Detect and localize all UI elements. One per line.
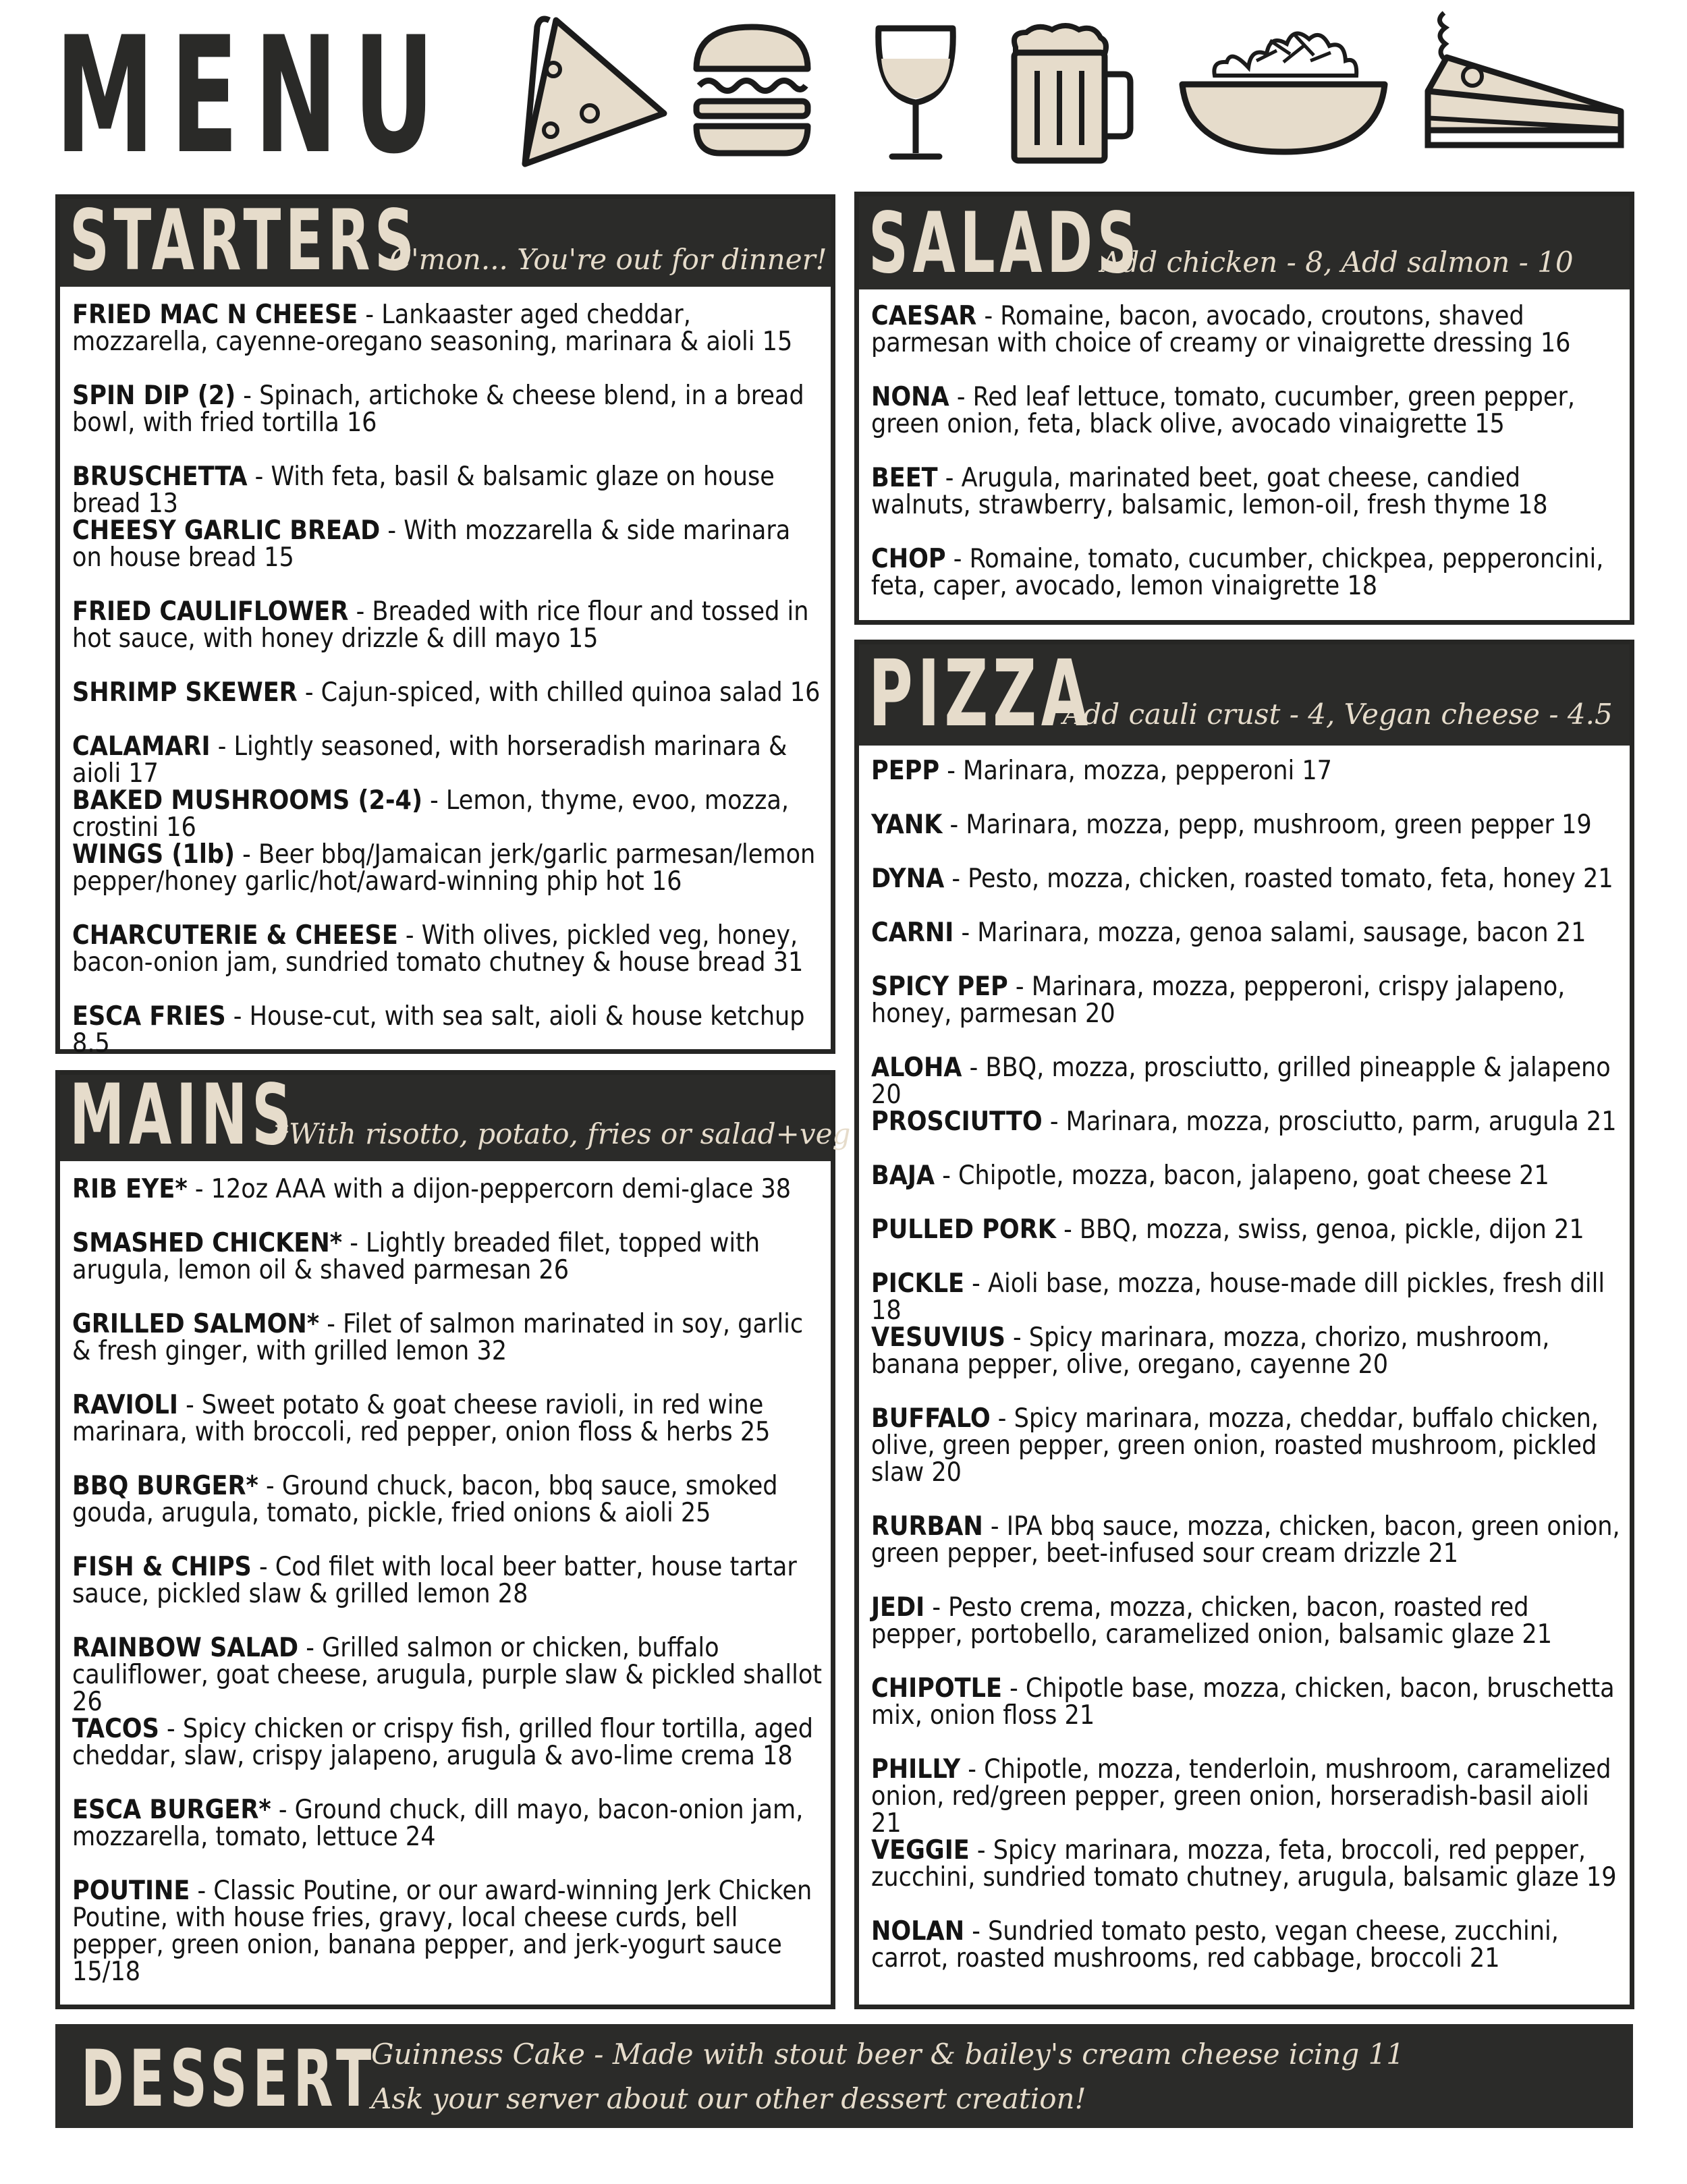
dessert-banner — [55, 2024, 1633, 2128]
item-name: CHIPOTLE — [871, 1673, 1002, 1704]
starters-item — [72, 841, 824, 895]
item-description: - Chipotle base, mozza, chicken, bacon, bruschetta mix, onion floss 21 — [871, 1673, 1615, 1731]
pizza-item — [871, 1160, 1623, 1191]
beer-mug-icon — [1003, 20, 1135, 165]
burger-icon — [690, 22, 814, 157]
item-description: - Pesto, mozza, chicken, roasted tomato, feta, honey 21 — [944, 864, 1613, 894]
mains-item — [72, 1716, 824, 1770]
section-title-pizza: PIZZA — [868, 641, 1093, 748]
item-description: - Ground chuck, bacon, bbq sauce, smoked gouda, arugula, tomato, pickle, fried onions & aioli 25 — [72, 1471, 778, 1528]
section-tagline-salads: Add chicken - 8, Add salmon - 10 — [1101, 246, 1574, 279]
section-title-dessert: DESSERT — [81, 2034, 377, 2125]
starters-item — [72, 733, 824, 787]
item-name: CAESAR — [871, 301, 977, 331]
starters-item — [72, 679, 824, 706]
item-name: PROSCIUTTO — [871, 1107, 1043, 1137]
salads-section — [854, 192, 1634, 625]
item-name: ESCA FRIES — [72, 1001, 226, 1032]
section-tagline-pizza: Add cauli crust - 4, Vegan cheese - 4.5 — [1063, 698, 1613, 731]
item-name: CHOP — [871, 544, 946, 574]
salads-item — [871, 384, 1623, 438]
item-name: YANK — [871, 810, 943, 840]
item-description: - With olives, pickled veg, honey, bacon-onion jam, sundried tomato chutney & house bread 31 — [72, 920, 804, 978]
starters-item — [72, 787, 824, 841]
mains-item — [72, 1554, 824, 1608]
item-description: - Cod filet with local beer batter, house tartar sauce, pickled slaw & grilled lemon 28 — [72, 1552, 797, 1609]
item-name: NOLAN — [871, 1916, 965, 1947]
item-description: - Lightly seasoned, with horseradish marinara & aioli 17 — [72, 731, 787, 789]
mains-section — [55, 1067, 851, 2009]
item-name: GRILLED SALMON* — [72, 1309, 320, 1339]
pizza-item — [871, 866, 1623, 893]
starters-item — [72, 598, 824, 652]
item-description: - Pesto crema, mozza, chicken, bacon, roasted red pepper, portobello, caramelized onion, balsamic glaze 21 — [871, 1592, 1553, 1650]
item-name: DYNA — [871, 864, 945, 894]
pizza-item — [871, 758, 1623, 785]
mains-item — [72, 1311, 824, 1365]
item-name: CHEESY GARLIC BREAD — [72, 515, 381, 546]
item-description: - 12oz AAA with a dijon-peppercorn demi-glace 38 — [187, 1174, 792, 1204]
item-description: - Spicy chicken or crispy fish, grilled flour tortilla, aged cheddar, slaw, crispy jalapeno, arugula & avo-lime crema 18 — [72, 1714, 814, 1771]
item-name: FRIED CAULIFLOWER — [72, 596, 349, 627]
item-description: - Marinara, mozza, pepperoni, crispy jalapeno, honey, parmesan 20 — [871, 972, 1566, 1029]
starters-section — [55, 192, 835, 1059]
item-description: - Spicy marinara, mozza, cheddar, buffalo chicken, olive, green pepper, green onion, roasted mushroom, pickled slaw 20 — [871, 1403, 1599, 1488]
item-name: POUTINE — [72, 1876, 190, 1906]
item-description: - Filet of salmon marinated in soy, garlic & fresh ginger, with grilled lemon 32 — [72, 1309, 804, 1366]
section-title-starters: STARTERS — [70, 192, 419, 289]
item-name: RURBAN — [871, 1511, 983, 1542]
item-name: PULLED PORK — [871, 1214, 1056, 1245]
item-description: - Spinach, artichoke & cheese blend, in a bread bowl, with fried tortilla 16 — [72, 381, 804, 438]
item-name: VEGGIE — [871, 1835, 970, 1866]
item-name: SMASHED CHICKEN* — [72, 1228, 343, 1258]
mains-item — [72, 1230, 824, 1284]
item-description: - Romaine, bacon, avocado, croutons, shaved parmesan with choice of creamy or vinaigrette dressing 16 — [871, 301, 1571, 358]
mains-item — [72, 1473, 824, 1527]
item-description: - Beer bbq/Jamaican jerk/garlic parmesan/lemon pepper/honey garlic/hot/award-winning phip hot 16 — [72, 839, 816, 897]
item-description: - Chipotle, mozza, tenderloin, mushroom, caramelized onion, red/green pepper, green onion, horseradish-basil aioli 21 — [871, 1754, 1611, 1839]
item-name: WINGS (1lb) — [72, 839, 236, 870]
item-name: CALAMARI — [72, 731, 211, 762]
mains-item — [72, 1878, 824, 1986]
pizza-item — [871, 812, 1623, 839]
item-name: RAVIOLI — [72, 1390, 178, 1420]
pizza-item — [871, 1270, 1623, 1324]
item-description: - BBQ, mozza, swiss, genoa, pickle, dijon 21 — [1055, 1214, 1584, 1245]
item-name: NONA — [871, 382, 949, 412]
salads-item — [871, 546, 1623, 600]
item-description: - Chipotle, mozza, bacon, jalapeno, goat cheese 21 — [935, 1160, 1549, 1191]
starters-item — [72, 461, 824, 519]
mains-item — [72, 1176, 824, 1203]
page-title: MENU — [55, 3, 451, 190]
item-name: BBQ BURGER* — [72, 1471, 258, 1501]
pizza-item — [871, 1918, 1623, 1972]
item-name: BRUSCHETTA — [72, 461, 248, 492]
item-description: - Marinara, mozza, genoa salami, sausage, bacon 21 — [953, 918, 1586, 948]
item-description: - Lemon, thyme, evoo, mozza, crostini 16 — [72, 785, 790, 843]
item-name: BEET — [871, 463, 938, 493]
salad-bowl-icon — [1176, 13, 1391, 159]
item-description: - Lightly breaded filet, topped with arugula, lemon oil & shaved parmesan 26 — [72, 1228, 760, 1285]
item-description: - BBQ, mozza, prosciutto, grilled pineapple & jalapeno 20 — [871, 1053, 1611, 1110]
starters-item — [72, 922, 824, 976]
dessert-item: Guinness Cake - Made with stout beer & bailey's cream cheese icing 11 — [371, 2038, 1405, 2071]
item-description: - Aioli base, mozza, house-made dill pickles, fresh dill 18 — [871, 1268, 1605, 1326]
item-name: ALOHA — [871, 1053, 962, 1083]
item-description: - With mozzarella & side marinara on house bread 15 — [72, 515, 791, 573]
pizza-item — [871, 974, 1623, 1028]
item-description: - Marinara, mozza, pepperoni 17 — [939, 756, 1333, 786]
item-name: CHARCUTERIE & CHEESE — [72, 920, 398, 951]
pizza-item — [871, 1756, 1623, 1837]
item-name: FISH & CHIPS — [72, 1552, 252, 1582]
pizza-item — [871, 1405, 1623, 1486]
item-description: - Cajun-spiced, with chilled quinoa salad 16 — [297, 677, 821, 708]
item-name: FRIED MAC N CHEESE — [72, 300, 358, 330]
item-description: - Spicy marinara, mozza, feta, broccoli, red pepper, zucchini, sundried tomato chutney, arugula, balsamic glaze 19 — [871, 1835, 1617, 1893]
salads-item — [871, 465, 1623, 519]
section-title-mains: MAINS — [70, 1067, 296, 1164]
item-description: - IPA bbq sauce, mozza, chicken, bacon, green onion, green pepper, beet-infused sour cream drizzle 21 — [871, 1511, 1620, 1569]
item-name: CARNI — [871, 918, 954, 948]
pizza-item — [871, 1675, 1623, 1729]
item-name: SHRIMP SKEWER — [72, 677, 298, 708]
pizza-section — [854, 640, 1634, 2009]
item-description: - House-cut, with sea salt, aioli & house ketchup 8.5 — [72, 1001, 805, 1059]
item-name: SPIN DIP (2) — [72, 381, 236, 411]
item-name: BAKED MUSHROOMS (2-4) — [72, 785, 422, 816]
section-tagline-starters: C'mon... You're out for dinner! — [389, 243, 827, 276]
item-description: - With feta, basil & balsamic glaze on house bread 13 — [72, 461, 775, 519]
section-title-salads: SALADS — [868, 195, 1142, 292]
pizza-item — [871, 1837, 1623, 1891]
item-description: - Marinara, mozza, prosciutto, parm, arugula 21 — [1042, 1107, 1617, 1137]
cake-slice-icon — [1418, 10, 1628, 162]
item-name: PICKLE — [871, 1268, 965, 1299]
mains-item — [72, 1392, 824, 1446]
wine-glass-icon — [872, 22, 960, 163]
item-description: - Ground chuck, dill mayo, bacon-onion jam, mozzarella, tomato, lettuce 24 — [72, 1795, 804, 1852]
item-description: - Classic Poutine, or our award-winning Jerk Chicken Poutine, with house fries, gravy, local cheese curds, bell pepper, green onion, banana pepper, and jerk-yogurt sauce 15/18 — [72, 1876, 812, 1987]
item-description: - Arugula, marinated beet, goat cheese, candied walnuts, strawberry, balsamic, lemon-oil, fresh thyme 18 — [871, 463, 1548, 520]
starters-item — [72, 517, 824, 571]
salads-item — [871, 303, 1623, 357]
item-name: ESCA BURGER* — [72, 1795, 271, 1825]
mains-item — [72, 1797, 824, 1851]
item-name: RAINBOW SALAD — [72, 1633, 299, 1663]
item-name: VESUVIUS — [871, 1322, 1005, 1353]
item-description: - Grilled salmon or chicken, buffalo cauliflower, goat cheese, arugula, purple slaw & pickled shallot 26 — [72, 1633, 823, 1717]
item-name: JEDI — [871, 1592, 925, 1623]
item-name: BUFFALO — [871, 1403, 991, 1434]
dessert-note: Ask your server about our other dessert creation! — [371, 2082, 1086, 2115]
item-name: PEPP — [871, 756, 940, 786]
pizza-item — [871, 1109, 1623, 1136]
pizza-item — [871, 1216, 1623, 1243]
item-name: RIB EYE* — [72, 1174, 188, 1204]
item-description: - Breaded with rice flour and tossed in hot sauce, with honey drizzle & dill mayo 15 — [72, 596, 809, 654]
item-description: - Spicy marinara, mozza, chorizo, mushroom, banana pepper, olive, oregano, cayenne 20 — [871, 1322, 1550, 1380]
section-tagline-mains: *With risotto, potato, fries or salad+veg — [275, 1117, 851, 1150]
pizza-item — [871, 1055, 1623, 1109]
mains-item — [72, 1635, 824, 1716]
item-description: - Lankaaster aged cheddar, mozzarella, cayenne-oregano seasoning, marinara & aioli 15 — [72, 300, 793, 357]
starters-item — [72, 383, 824, 437]
item-description: - Marinara, mozza, pepp, mushroom, green pepper 19 — [942, 810, 1592, 840]
pizza-item — [871, 1513, 1623, 1567]
pizza-slice-icon — [514, 12, 669, 167]
pizza-item — [871, 920, 1623, 947]
item-description: - Romaine, tomato, cucumber, chickpea, pepperoncini, feta, caper, avocado, lemon vinaigrette 18 — [871, 544, 1604, 601]
item-description: - Red leaf lettuce, tomato, cucumber, green pepper, green onion, feta, black olive, avocado vinaigrette 15 — [871, 382, 1576, 439]
starters-item — [72, 302, 824, 356]
item-description: - Sundried tomato pesto, vegan cheese, zucchini, carrot, roasted mushrooms, red cabbage, broccoli 21 — [871, 1916, 1559, 1973]
starters-item — [72, 1003, 824, 1057]
item-name: SPICY PEP — [871, 972, 1008, 1002]
item-name: TACOS — [72, 1714, 159, 1744]
pizza-item — [871, 1594, 1623, 1648]
item-description: - Sweet potato & goat cheese ravioli, in red wine marinara, with broccoli, red pepper, onion floss & herbs 25 — [72, 1390, 771, 1447]
pizza-item — [871, 1324, 1623, 1378]
item-name: PHILLY — [871, 1754, 961, 1785]
menu-header — [55, 3, 1648, 190]
item-name: BAJA — [871, 1160, 935, 1191]
